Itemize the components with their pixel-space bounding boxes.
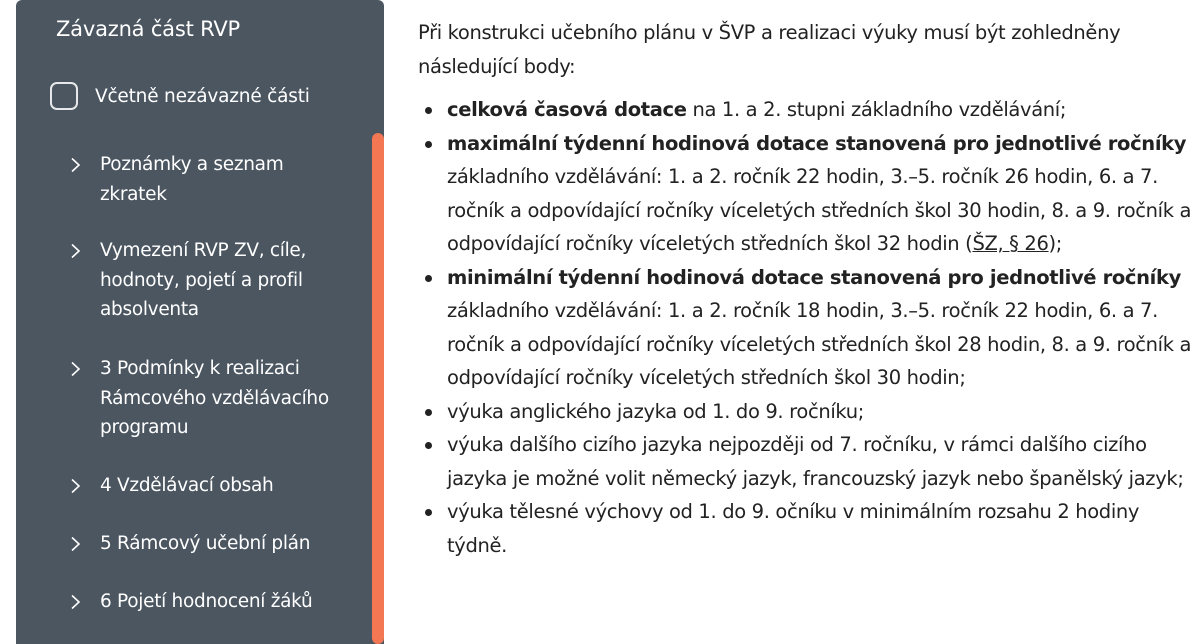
list-item: [418, 93, 1193, 127]
requirements-list: [418, 93, 1193, 562]
sidebar-item-assessment[interactable]: [70, 587, 330, 617]
list-item: [418, 495, 1193, 562]
item-text: výuka dalšího cizího jazyka nejpozději od 7. ročníku, v rámci dalšího cizího jazyka je možné volit německý jazyk, francouzský jazyk nebo španělský jazyk;: [447, 433, 1184, 490]
item-text: výuka tělesné výchovy od 1. do 9. očníku v minimálním rozsahu 2 hodiny týdně.: [447, 500, 1140, 557]
chevron-right-icon: [70, 587, 92, 617]
sidebar-item-label: 3 Podmínky k realizaci Rámcového vzdělávacího programu: [100, 358, 329, 438]
list-item: [418, 428, 1193, 495]
item-text: výuka anglického jazyka od 1. do 9. ročníku;: [447, 399, 864, 423]
list-item: [418, 261, 1193, 395]
sidebar: [16, 0, 384, 644]
checkbox-unchecked-icon[interactable]: [50, 82, 78, 110]
item-text: na 1. a 2. stupni základního vzdělávání;: [686, 98, 1067, 121]
sidebar-item-notes[interactable]: [70, 150, 330, 209]
item-bold: celková časová dotace: [447, 98, 687, 121]
sidebar-item-label: Poznámky a seznam zkratek: [100, 154, 284, 205]
sidebar-item-curriculum[interactable]: [70, 529, 330, 559]
chevron-right-icon: [70, 150, 92, 180]
sidebar-item-definition[interactable]: [70, 236, 330, 325]
main-content: [418, 16, 1193, 562]
sidebar-item-label: 5 Rámcový učební plán: [100, 533, 311, 554]
sidebar-scrollbar[interactable]: [372, 133, 384, 644]
toggle-label: Včetně nezávazné části: [95, 85, 310, 107]
law-reference-link[interactable]: ŠZ, § 26: [972, 232, 1049, 255]
sidebar-item-label: Vymezení RVP ZV, cíle, hodnoty, pojetí a profil absolventa: [100, 240, 307, 320]
chevron-right-icon: [70, 354, 92, 384]
sidebar-title: Závazná část RVP: [56, 17, 240, 41]
list-item: [418, 395, 1193, 429]
sidebar-item-label: 6 Pojetí hodnocení žáků: [100, 591, 313, 612]
item-text-after: );: [1048, 232, 1063, 255]
item-text: základního vzdělávání: 1. a 2. ročník 22 hodin, 3.–5. ročník 26 hodin, 6. a 7. ročník a odpovídající ročníky víceletých středních škol 30 hodin, 8. a 9. ročník a odpovídající ročníky víceletých středních škol 32 hodin (: [447, 165, 1192, 255]
sidebar-item-content[interactable]: [70, 471, 330, 501]
optional-parts-toggle[interactable]: [50, 82, 310, 110]
item-text: základního vzdělávání: 1. a 2. ročník 18 hodin, 3.–5. ročník 22 hodin, 6. a 7. ročník a odpovídající ročníky víceletých středních škol 28 hodin, 8. a 9. ročník a odpovídající ročníky víceletých středních škol 30 hodin;: [447, 299, 1192, 389]
chevron-right-icon: [70, 471, 92, 501]
sidebar-item-conditions[interactable]: [70, 354, 330, 443]
list-item: [418, 127, 1193, 261]
intro-paragraph: Při konstrukci učebního plánu v ŠVP a realizaci výuky musí být zohledněny následující body:: [418, 21, 1121, 78]
sidebar-item-label: 4 Vzdělávací obsah: [100, 475, 274, 496]
item-bold: minimální týdenní hodinová dotace stanovená pro jednotlivé ročníky: [447, 265, 1181, 289]
chevron-right-icon: [70, 236, 92, 266]
chevron-right-icon: [70, 529, 92, 559]
item-bold: maximální týdenní hodinová dotace stanovená pro jednotlivé ročníky: [447, 131, 1187, 155]
